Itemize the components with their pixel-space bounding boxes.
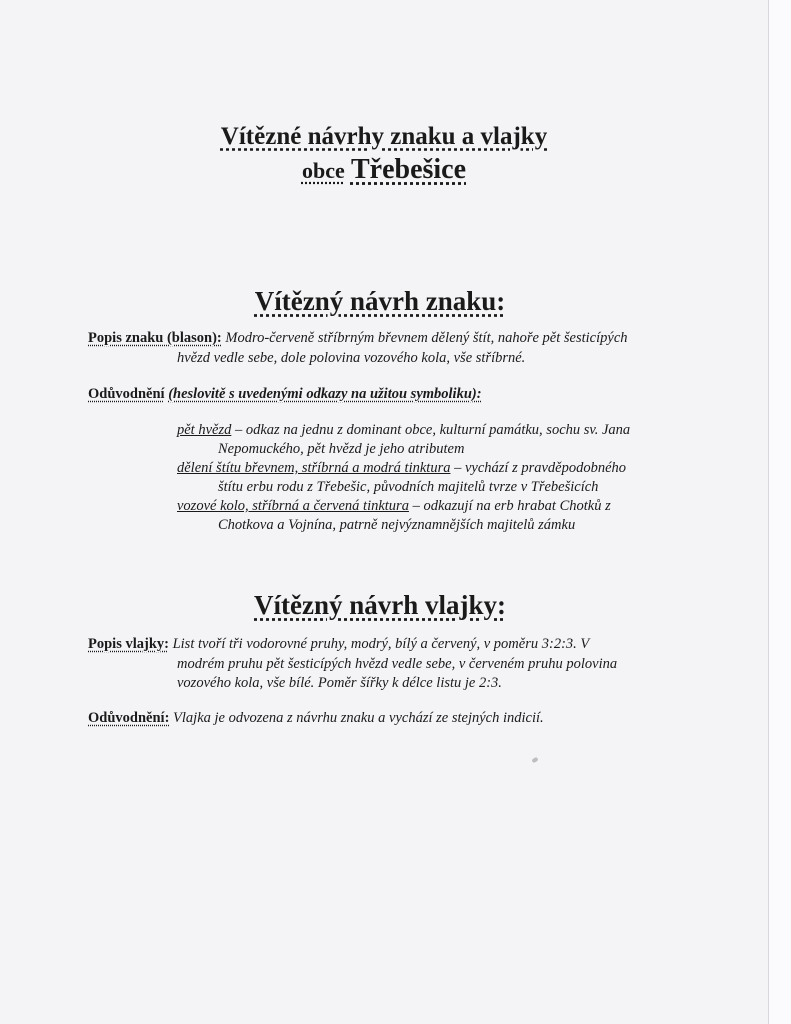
rationale-text: – odkaz na jednu z dominant obce, kulturní památku, sochu sv. Jana	[231, 422, 631, 438]
rationale-term: pět hvězd	[177, 422, 232, 438]
page-edge	[768, 0, 791, 1024]
rationale-item-continuation: Chotkova a Vojnína, patrně nejvýznamnějších majitelů zámku	[218, 517, 576, 533]
document-title: Vítězné návrhy znaku a vlajky	[220, 123, 548, 150]
flag-rationale-label: Odůvodnění:	[88, 710, 170, 726]
flag-heading: Vítězný návrh vlajky:	[254, 590, 506, 620]
coat-description-line2: hvězd vedle sebe, dole polovina vozového kola, vše stříbrné.	[177, 350, 526, 366]
municipality-name: Třebešice	[350, 154, 467, 185]
coat-of-arms-heading: Vítězný návrh znaku:	[254, 286, 506, 316]
rationale-term: dělení štítu břevnem, stříbrná a modrá tinktura	[177, 460, 451, 476]
subtitle-prefix: obce	[301, 158, 345, 183]
coat-rationale-label: Odůvodnění	[88, 386, 165, 402]
coat-rationale-suffix: (heslovitě s uvedenými odkazy na užitou symboliku):	[168, 386, 482, 402]
flag-rationale-text: Vlajka je odvozena z návrhu znaku a vychází ze stejných indicií.	[173, 710, 544, 726]
flag-rationale	[88, 710, 544, 727]
rationale-item-continuation: Nepomuckého, pět hvězd je jeho atributem	[218, 441, 465, 457]
flag-description-line3: vozového kola, vše bílé. Poměr šířky k délce listu je 2:3.	[177, 675, 502, 691]
flag-description-line1	[88, 636, 589, 653]
coat-description-label: Popis znaku (blason):	[88, 330, 222, 346]
rationale-text: – odkazují na erb hrabat Chotků z	[408, 498, 611, 514]
flag-description-text1: List tvoří tři vodorovné pruhy, modrý, bílý a červený, v poměru 3:2:3. V	[172, 636, 590, 652]
rationale-term: vozové kolo, stříbrná a červená tinktura	[177, 498, 409, 514]
coat-rationale-header	[88, 386, 482, 403]
rationale-text: – vychází z pravděpodobného	[450, 460, 627, 476]
rationale-item	[177, 422, 630, 439]
flag-description-line2: modrém pruhu pět šesticípých hvězd vedle sebe, v červeném pruhu polovina	[177, 656, 618, 672]
flag-description-label: Popis vlajky:	[88, 636, 169, 652]
rationale-item	[177, 460, 626, 477]
coat-description-line1	[88, 330, 628, 347]
coat-description-text1: Modro-červeně stříbrným břevnem dělený štít, nahoře pět šesticípých	[225, 330, 628, 346]
document-subtitle	[0, 154, 768, 186]
rationale-item	[177, 498, 611, 515]
rationale-item-continuation: štítu erbu rodu z Třebešic, původních majitelů tvrze v Třebešicích	[218, 479, 599, 495]
